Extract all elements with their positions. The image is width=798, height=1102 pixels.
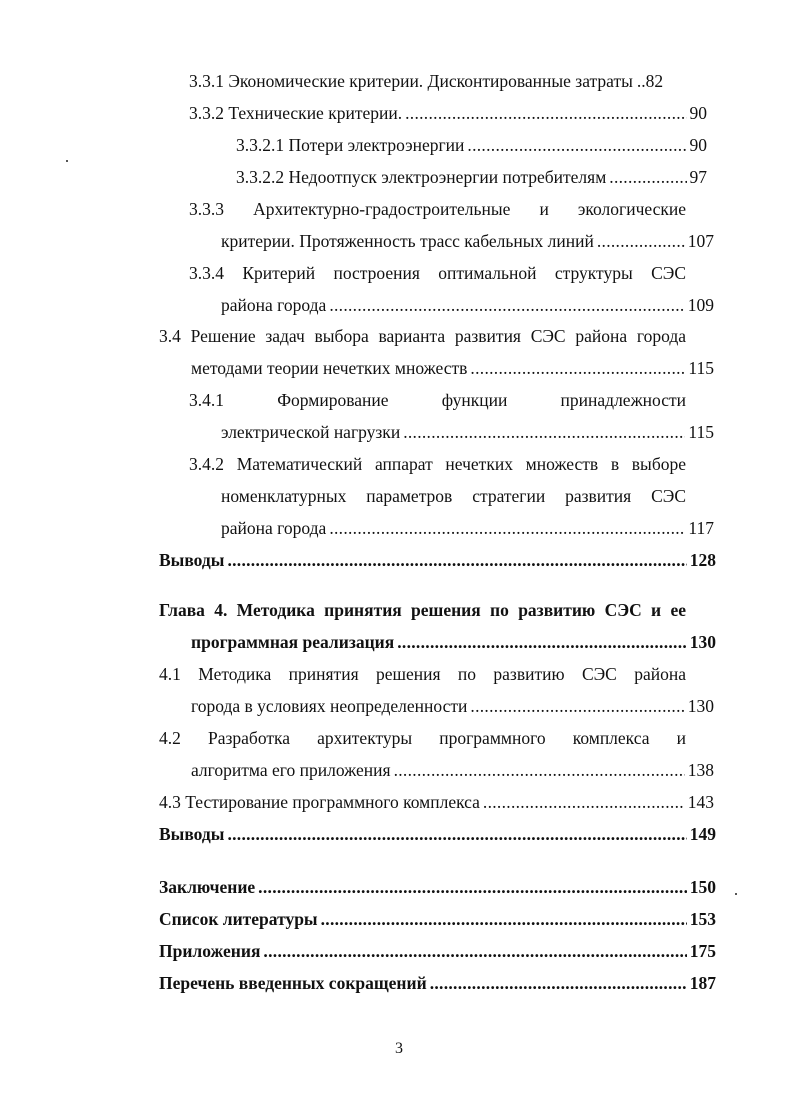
toc-entry-chapter-4: Глава 4. Методика принятия решения по развитию СЭС и ее [159, 600, 686, 620]
toc-entry-3-3-2-2: 3.3.2.2 Недоотпуск электроэнергии потребителям ..... 97 [236, 166, 707, 188]
toc-entry-chapter-4-cont: программная реализация ..... 130 [191, 631, 716, 653]
scan-speck [66, 160, 68, 162]
toc-entry-3-3-2: 3.3.2 Технические критерии. ..... 90 [189, 102, 707, 124]
toc-entry-3-3-4: 3.3.4 Критерий построения оптимальной структуры СЭС [189, 263, 686, 283]
toc-entry-4-3: 4.3 Тестирование программного комплекса ..... 143 [159, 791, 714, 813]
scan-speck [735, 893, 737, 895]
toc-entry-3-3-2-1: 3.3.2.1 Потери электроэнергии ..... 90 [236, 134, 707, 156]
toc-entry-conclusions-ch4: Выводы ..... 149 [159, 823, 716, 845]
toc-entry-3-4: 3.4 Решение задач выбора варианта развития СЭС района города [159, 326, 686, 346]
page-number: 3 [395, 1040, 403, 1057]
toc-entry-3-4-2: 3.4.2 Математический аппарат нечетких множеств в выборе [189, 454, 686, 474]
toc-entry-3-4-2-cont2: района города ..... 117 [221, 517, 714, 539]
toc-entry-3-3-3: 3.3.3 Архитектурно-градостроительные и экологические [189, 199, 686, 219]
toc-entry-3-4-2-cont: номенклатурных параметров стратегии развития СЭС [221, 486, 686, 506]
toc-entry-4-2: 4.2 Разработка архитектуры программного комплекса и [159, 728, 686, 748]
toc-entry-3-4-1-cont: электрической нагрузки ..... 115 [221, 421, 714, 443]
toc-entry-conclusions-ch3: Выводы ..... 128 [159, 549, 716, 571]
toc-entry-3-4-1: 3.4.1 Формирование функции принадлежности [189, 390, 686, 410]
toc-entry-3-3-3-cont: критерии. Протяженность трасс кабельных линий ..... 107 [221, 230, 714, 252]
toc-entry-appendices: Приложения ..... 175 [159, 940, 716, 962]
toc-entry-4-1-cont: города в условиях неопределенности ..... 130 [191, 695, 714, 717]
toc-entry-3-3-4-cont: района города ..... 109 [221, 294, 714, 316]
toc-entry-4-1: 4.1 Методика принятия решения по развитию СЭС района [159, 664, 686, 684]
toc-entry-4-2-cont: алгоритма его приложения ..... 138 [191, 759, 714, 781]
toc-entry-conclusion: Заключение ..... 150 [159, 876, 716, 898]
toc-entry-abbreviations: Перечень введенных сокращений ..... 187 [159, 972, 716, 994]
toc-entry-3-4-cont: методами теории нечетких множеств ..... 115 [191, 357, 714, 379]
toc-entry-references: Список литературы ..... 153 [159, 908, 716, 930]
toc-entry-3-3-1: 3.3.1 Экономические критерии. Дисконтированные затраты ..82 [189, 71, 664, 91]
